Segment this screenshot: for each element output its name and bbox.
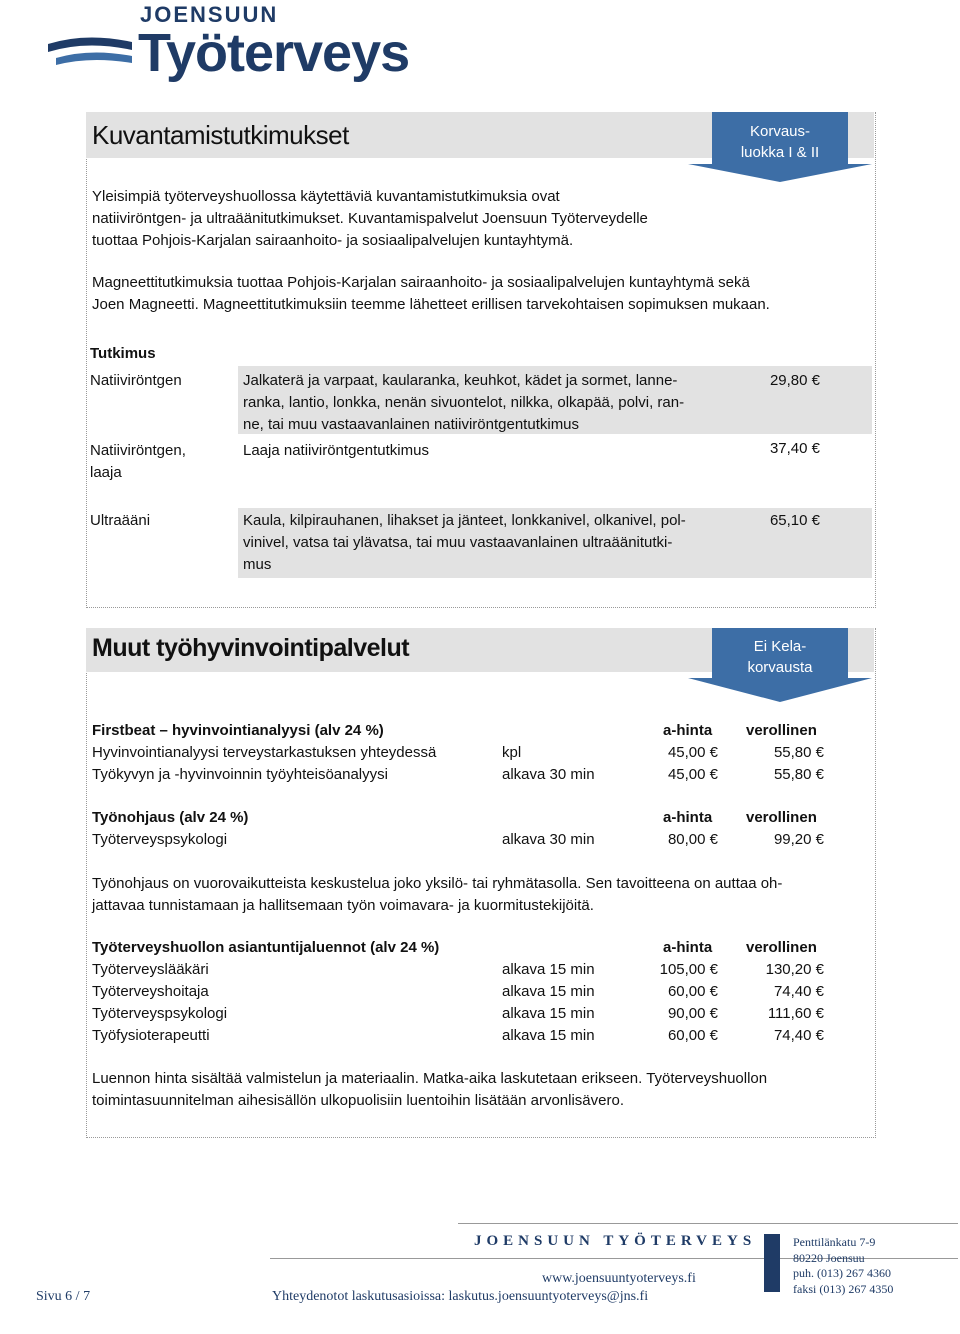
note-line: jattavaa tunnistamaan ja hallitsemaan työn voimavara- ja kuormitustekijöitä. [92, 897, 594, 914]
service-price: 60,00 € [667, 1027, 718, 1044]
service-unit: alkava 15 min [502, 1027, 595, 1044]
intro-paragraph [92, 186, 732, 252]
service-total: 111,60 € [767, 1005, 824, 1022]
section-wellbeing-title: Muut työhyvinvointipalvelut [92, 634, 410, 662]
group-header-total: verollinen [746, 722, 817, 739]
footer-brand: JOENSUUN TYÖTERVEYS [474, 1233, 757, 1249]
group-header-price: a-hinta [663, 722, 713, 739]
table-row-desc [243, 510, 686, 576]
mri-line: Joen Magneetti. Magneettitutkimuksiin teemme lähetteet erillisen tarvekohtaisen sopimuksen mukaan. [92, 296, 770, 313]
name-line: Natiiviröntgen, [90, 442, 186, 459]
service-unit: alkava 15 min [502, 983, 595, 1000]
supervision-note [92, 873, 862, 917]
table-row-desc: Laaja natiiviröntgentutkimus [243, 442, 429, 459]
lecture-note [92, 1068, 862, 1112]
no-kela-badge [688, 628, 872, 702]
footer-address [793, 1235, 893, 1297]
service-total: 74,40 € [773, 983, 824, 1000]
footer-brand-bar [764, 1234, 780, 1292]
desc-line: ne, tai muu vastaavanlainen natiiviröntgentutkimus [243, 416, 580, 433]
table-row-price: 29,80 € [769, 372, 820, 389]
group-header-price: a-hinta [663, 809, 713, 826]
service-price: 45,00 € [667, 766, 718, 783]
logo-top-text: JOENSUUN [140, 2, 279, 27]
note-line: toimintasuunnitelman aihesisällön ulkopuolisiin luentoihin lisätään arvonlisävero. [92, 1092, 624, 1109]
group-header-total: verollinen [746, 809, 817, 826]
address-line: puh. (013) 267 4360 [793, 1266, 891, 1280]
service-unit: alkava 15 min [502, 961, 595, 978]
service-name: Työterveyspsykologi [92, 1005, 228, 1022]
intro-line: natiiviröntgen- ja ultraäänitutkimukset. Kuvantamispalvelut Joensuun Työterveydelle [92, 210, 648, 227]
group-header-total: verollinen [746, 939, 817, 956]
table-row-name: Natiiviröntgen [90, 372, 182, 389]
mri-paragraph [92, 272, 872, 316]
logo-main-text: Työterveys [138, 23, 410, 83]
service-unit: alkava 15 min [502, 1005, 595, 1022]
address-line: faksi (013) 267 4350 [793, 1281, 894, 1296]
logo-swoosh-icon [46, 30, 134, 80]
service-name: Työterveyspsykologi [92, 831, 228, 848]
service-name: Työterveyshoitaja [92, 983, 209, 1000]
name-line: laaja [90, 464, 122, 481]
group-header-name: Työterveyshuollon asiantuntijaluennot (alv 24 %) [92, 939, 440, 956]
table-row-desc [243, 370, 684, 436]
service-total: 55,80 € [773, 766, 824, 783]
badge-line-1: Korvaus- [749, 123, 811, 140]
service-total: 99,20 € [773, 831, 824, 848]
address-line: 80220 Joensuu [793, 1250, 865, 1265]
service-total: 74,40 € [773, 1027, 824, 1044]
badge-line-1: Ei Kela- [753, 638, 807, 655]
service-price: 80,00 € [667, 831, 718, 848]
intro-line: tuottaa Pohjois-Karjalan sairaanhoito- ja sosiaalipalvelujen kuntayhtymä. [92, 232, 574, 249]
desc-line: ranka, lantio, lonkka, nenän sivuontelot, nilkka, olkapää, polvi, ran- [243, 394, 685, 411]
table-heading: Tutkimus [90, 345, 156, 362]
badge-line-2: korvausta [747, 659, 813, 676]
table-row-name: Ultraääni [90, 512, 151, 529]
footer-website[interactable]: www.joensuuntyoterveys.fi [542, 1271, 696, 1286]
section-imaging-title: Kuvantamistutkimukset [92, 120, 349, 150]
desc-line: Kaula, kilpirauhanen, lihakset ja jänteet, lonkkanivel, olkanivel, pol- [243, 512, 686, 529]
desc-line: Jalkaterä ja varpaat, kaularanka, keuhkot, kädet ja sormet, lanne- [243, 372, 678, 389]
service-total: 55,80 € [773, 744, 824, 761]
group-header-name: Työnohjaus (alv 24 %) [92, 809, 249, 826]
group-header-price: a-hinta [663, 939, 713, 956]
service-name: Hyvinvointianalyysi terveystarkastuksen yhteydessä [92, 744, 437, 761]
service-name: Työterveyslääkäri [92, 961, 209, 978]
service-unit: kpl [502, 744, 522, 761]
group-header-name: Firstbeat – hyvinvointianalyysi (alv 24 %) [92, 722, 384, 739]
page-number: Sivu 6 / 7 [36, 1289, 91, 1304]
mri-line: Magneettitutkimuksia tuottaa Pohjois-Karjalan sairaanhoito- ja sosiaalipalvelujen kuntayhtymä sekä [92, 274, 750, 291]
footer-divider [458, 1223, 958, 1224]
reimbursement-badge [688, 112, 872, 182]
desc-line: vinivel, vatsa tai ylävatsa, tai muu vastaavanlainen ultraäänitutki- [243, 534, 673, 551]
table-row-price: 65,10 € [769, 512, 820, 529]
service-name: Työkyvyn ja -hyvinvoinnin työyhteisöanalyysi [92, 766, 388, 783]
address-line: Penttilänkatu 7-9 [793, 1235, 876, 1249]
service-total: 130,20 € [765, 961, 824, 978]
badge-line-2: luokka I & II [740, 144, 820, 161]
service-name: Työfysioterapeutti [92, 1027, 210, 1044]
intro-line: Yleisimpiä työterveyshuollossa käytettäviä kuvantamistutkimuksia ovat [92, 188, 560, 205]
service-price: 105,00 € [659, 961, 718, 978]
desc-line: mus [243, 556, 272, 573]
note-line: Luennon hinta sisältää valmistelun ja materiaalin. Matka-aika laskutetaan erikseen. Työterveyshuollon [92, 1070, 768, 1087]
service-price: 90,00 € [667, 1005, 718, 1022]
service-price: 60,00 € [667, 983, 718, 1000]
table-row-price: 37,40 € [769, 440, 820, 457]
service-unit: alkava 30 min [502, 766, 595, 783]
note-line: Työnohjaus on vuorovaikutteista keskustelua joko yksilö- tai ryhmätasolla. Sen tavoitteena on auttaa oh- [92, 875, 783, 892]
footer-billing-contact[interactable]: Yhteydenotot laskutusasioissa: laskutus.joensuuntyoterveys@jns.fi [272, 1289, 649, 1304]
table-row-name [90, 440, 186, 484]
service-unit: alkava 30 min [502, 831, 595, 848]
service-price: 45,00 € [667, 744, 718, 761]
